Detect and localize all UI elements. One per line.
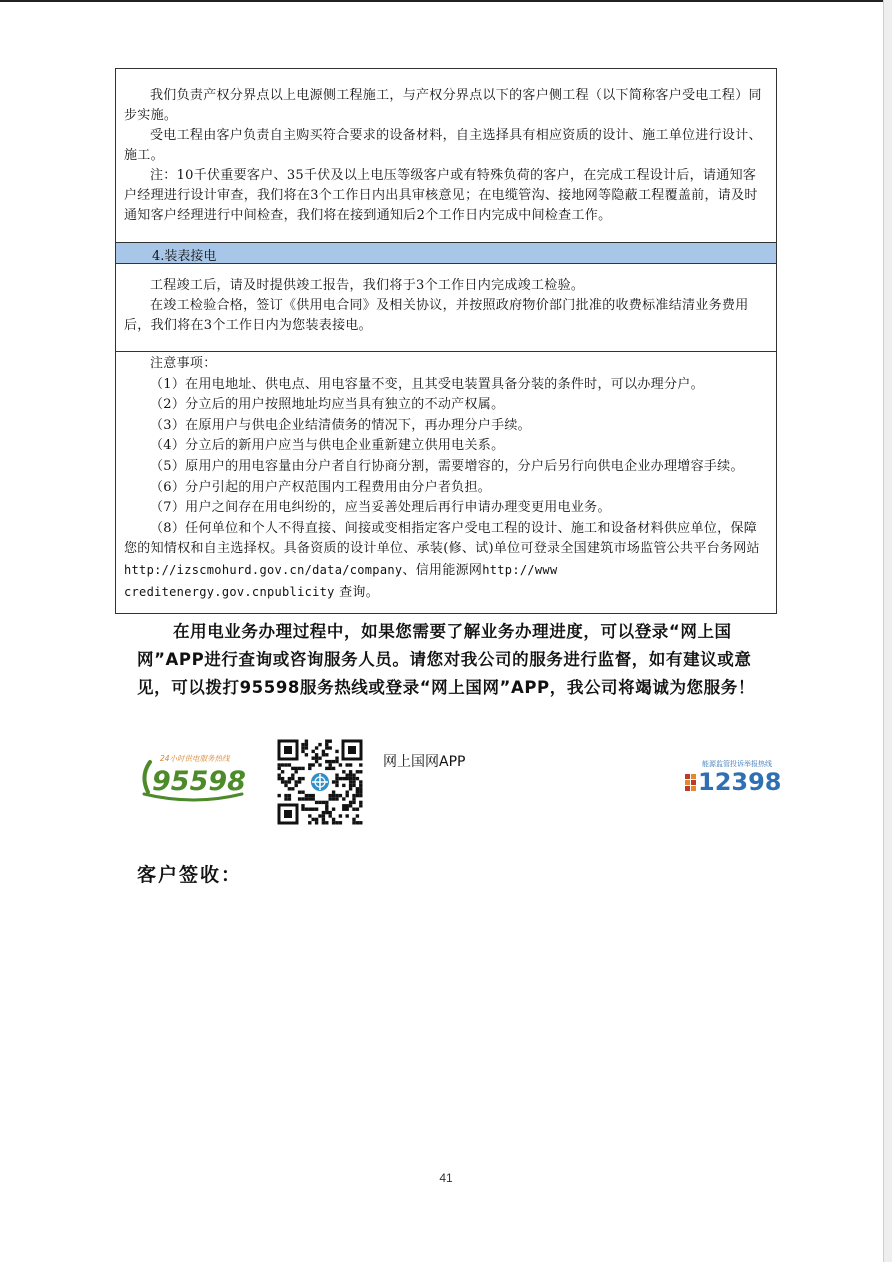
customer-signature-label: 客户签收：: [137, 864, 243, 886]
notes-section: [116, 351, 776, 615]
hotline-caption: 24小时供电服务热线: [160, 754, 230, 763]
meter-install-para-1: 工程竣工后，请及时提供竣工报告，我们将于3个工作日内完成竣工检验。: [150, 278, 585, 293]
note-item: （7）用户之间存在用电纠纷的，应当妥善处理后再行申请办理变更用电业务。: [150, 500, 611, 516]
energy-number: 12398: [698, 768, 780, 794]
note-item: （1）在用电地址、供电点、用电容量不变，且其受电装置具备分装的条件时，可以办理分户。: [150, 376, 704, 392]
info-table: [115, 68, 777, 614]
credit-energy-url[interactable]: http://www creditenergy.gov.cnpublicity: [124, 562, 558, 599]
page-number: 41: [439, 1171, 453, 1185]
meter-install-para-2: 在竣工检验合格，签订《供用电合同》及相关协议，并按照政府物价部门批准的收费标准结清业务费用后，我们将在3个工作日内为您装表接电。: [124, 298, 749, 333]
energy-logo-graphic: [682, 758, 780, 794]
hotline-95598-logo: [136, 748, 248, 804]
hotline-number: 95598: [152, 766, 246, 797]
page-edge: [883, 0, 892, 1262]
note-item-8-text: （8）任何单位和个人不得直接、间接或变相指定客户受电工程的设计、施工和设备材料供应单位，保障您的知情权和自主选择权。具备资质的设计单位、承装(修、试)单位可登录全国建筑市场监管公共平台务网站: [124, 520, 760, 557]
qr-code-graphic: [277, 739, 363, 825]
hotline-logo-graphic: [136, 748, 248, 804]
construction-market-url[interactable]: http://izscmohurd.gov.cn/data/company: [124, 562, 403, 577]
note-item: （5）原用户的用电容量由分户者自行协商分割，需要增容的，分户后另行向供电企业办理增容手续。: [150, 458, 744, 474]
energy-12398-logo: [682, 758, 780, 794]
section-header-meter-install: 4.装表接电: [116, 242, 776, 264]
app-label: 网上国网APP: [383, 754, 466, 770]
qr-code-icon: [277, 739, 363, 825]
note-item: （6）分户引起的用户产权范围内工程费用由分户者负担。: [150, 479, 492, 495]
construction-section: [116, 69, 776, 242]
top-border: [0, 0, 892, 2]
construction-note: 注：10千伏重要客户、35千伏及以上电压等级客户或有特殊负荷的客户，在完成工程设计后，请通知客户经理进行设计审查，我们将在3个工作日内出具审核意见；在电缆管沟、接地网等隐蔽工程覆盖前，请及时通知客户经理进行中间检查，我们将在接到通知后2个工作日内完成中间检查工作。: [124, 168, 758, 223]
notes-title: 注意事项：: [150, 356, 217, 371]
note-item: （4）分立后的新用户应当与供电企业重新建立供用电关系。: [150, 438, 505, 454]
note-item: （3）在原用户与供电企业结清债务的情况下，再办理分户手续。: [150, 417, 531, 433]
note-item-8: [124, 519, 768, 603]
service-paragraph: 在用电业务办理过程中，如果您需要了解业务办理进度，可以登录“网上国网”APP进行查询或咨询服务人员。请您对我公司的服务进行监督，如有建议或意见，可以拨打95598服务热线或登录“网上国网”APP，我公司将竭诚为您服务！: [137, 622, 755, 697]
note-item-8-mid: 、信用能源网: [402, 562, 483, 578]
service-statement: [137, 618, 767, 702]
note-item: （2）分立后的用户按照地址均应当具有独立的不动产权属。: [150, 397, 505, 413]
energy-caption: 能源监管投诉举报热线: [702, 760, 772, 768]
note-item-8-end: 查询。: [334, 584, 380, 600]
construction-para-1: 我们负责产权分界点以上电源侧工程施工，与产权分界点以下的客户侧工程（以下简称客户受电工程）同步实施。: [124, 88, 762, 123]
meter-install-section: [116, 264, 776, 351]
construction-para-2: 受电工程由客户负责自主购买符合要求的设备材料，自主选择具有相应资质的设计、施工单位进行设计、施工。: [124, 128, 762, 163]
